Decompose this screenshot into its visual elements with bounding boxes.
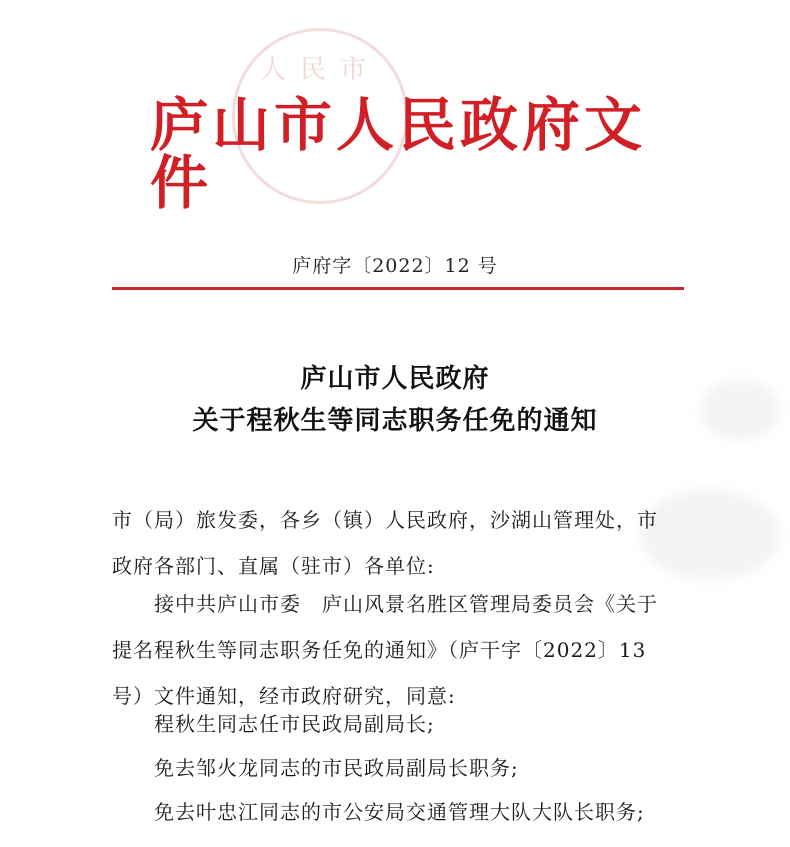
red-divider-line xyxy=(112,287,684,290)
notice-title-line1: 庐山市人民政府 xyxy=(300,364,490,394)
seal-text: 人民市 xyxy=(259,55,380,85)
appointment-item: 程秋生同志任市民政局副局长; xyxy=(154,712,435,736)
appointment-item: 免去叶忠江同志的市公安局交通管理大队大队长职务; xyxy=(154,800,645,824)
body-paragraph: 接中共庐山市委 庐山风景名胜区管理局委员会《关于提名程秋生等同志职务任免的通知》（庐干字〔2022〕13 号）文件通知，经市政府研究，同意: xyxy=(112,592,658,708)
document-number: 庐府字〔2022〕12 号 xyxy=(292,255,498,277)
appointment-item: 免去邹火龙同志的市民政局副局长职务; xyxy=(154,756,519,780)
document-header-title: 庐山市人民政府文件 xyxy=(150,91,647,217)
notice-title-line2: 关于程秋生等同志职务任免的通知 xyxy=(192,406,598,436)
recipients-paragraph: 市（局）旅发委，各乡（镇）人民政府，沙湖山管理处，市政府各部门、直属（驻市）各单位: xyxy=(112,508,658,578)
